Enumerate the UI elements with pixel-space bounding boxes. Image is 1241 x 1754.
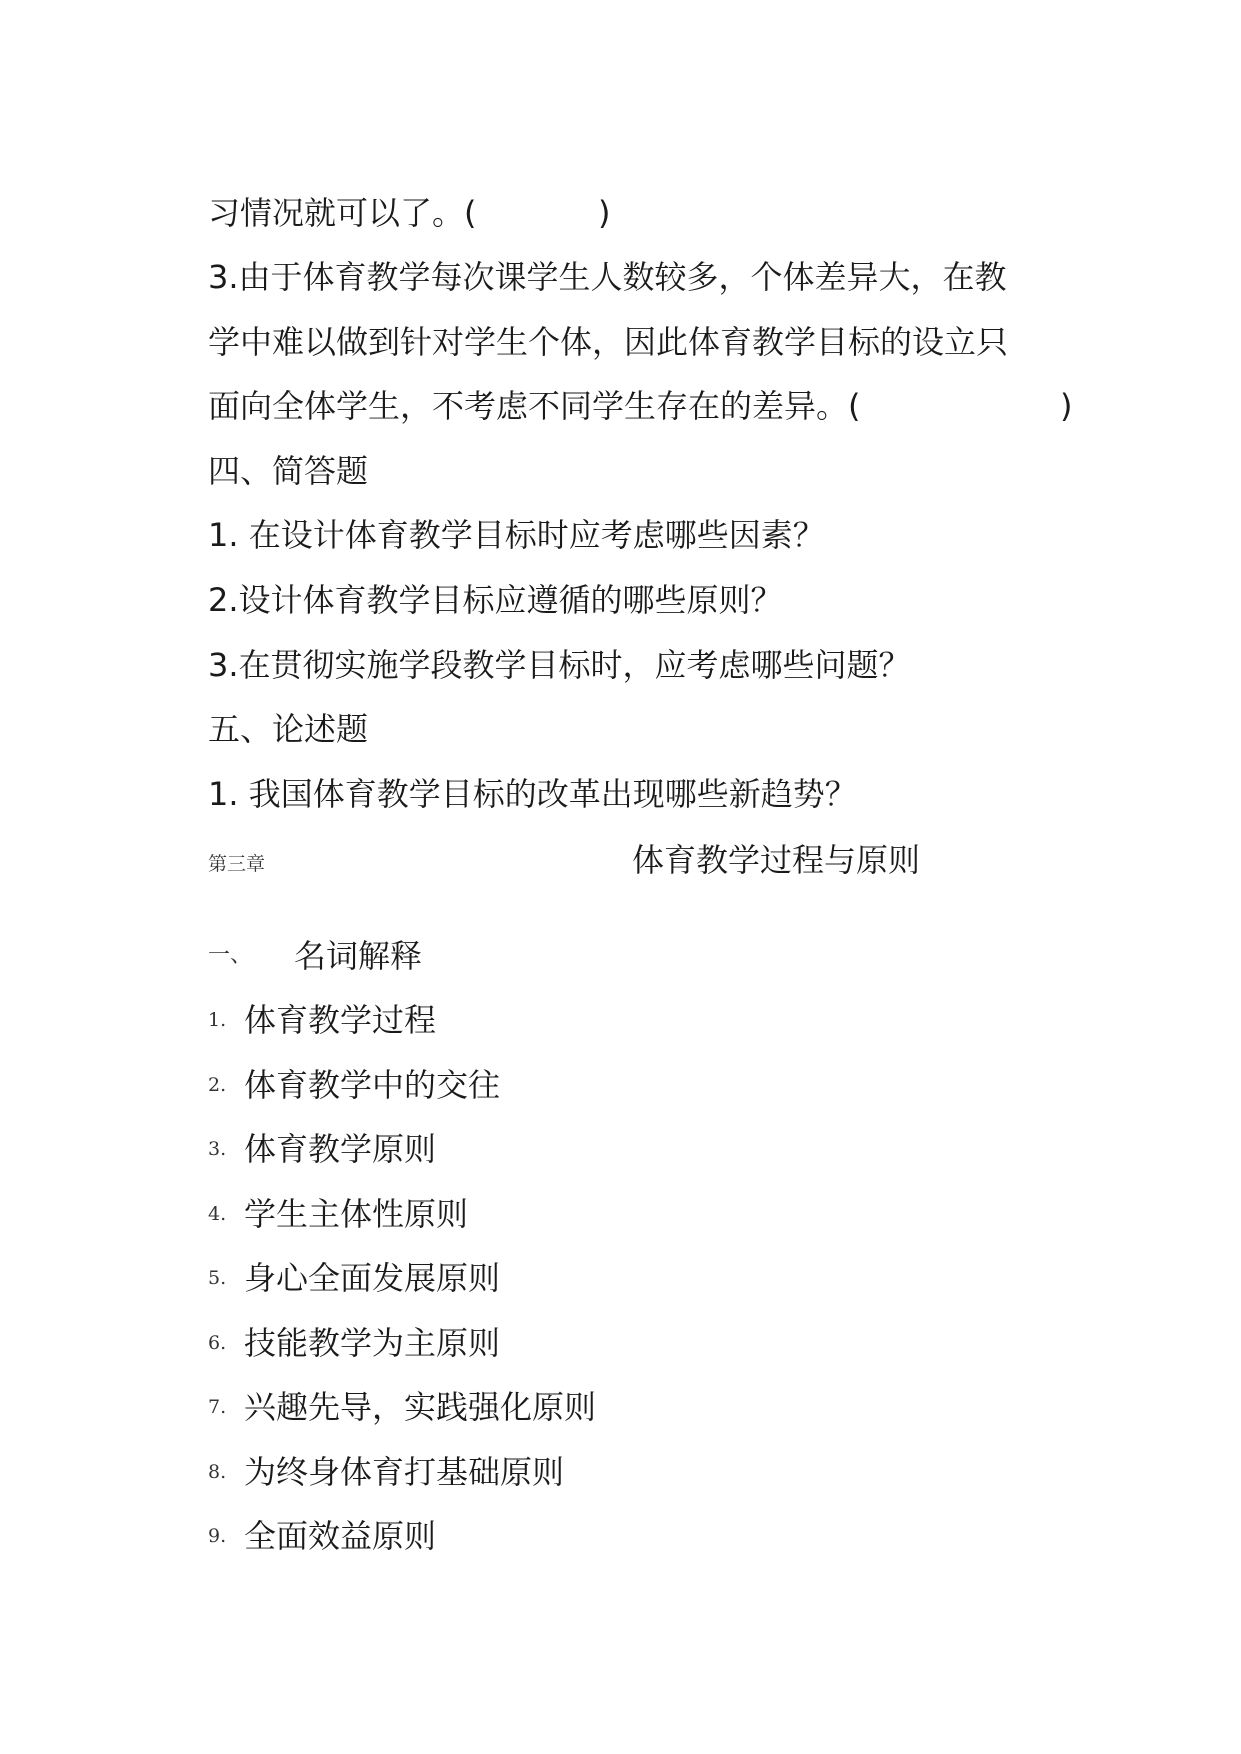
term-number: 5. [208, 1267, 227, 1289]
term-text: 体育教学过程 [244, 1001, 437, 1039]
judgment-item-3-line-2: 学中难以做到针对学生个体，因此体育教学目标的设立只 [208, 323, 1009, 361]
term-number: 1. [208, 1009, 227, 1031]
section-number: 一、 [208, 943, 253, 968]
term-text: 学生主体性原则 [244, 1195, 469, 1233]
essay-question-1: 1. 我国体育教学目标的改革出现哪些新趋势？ [208, 775, 857, 813]
judgment-item-3-text: 面向全体学生，不考虑不同学生存在的差异。( [208, 387, 861, 425]
term-number: 2. [208, 1074, 227, 1096]
judgment-item-2-continuation [208, 193, 611, 233]
section-heading-term-definitions: 名词解释 [294, 937, 423, 975]
section-heading-short-answer: 四、简答题 [208, 452, 369, 490]
term-text: 身心全面发展原则 [244, 1259, 501, 1297]
term-text: 体育教学中的交往 [244, 1066, 501, 1104]
short-answer-question-2: 2.设计体育教学目标应遵循的哪些原则？ [208, 581, 783, 619]
term-number: 6. [208, 1332, 227, 1354]
answer-blank-close: ) [598, 194, 611, 232]
term-text: 技能教学为主原则 [244, 1324, 501, 1362]
term-number: 4. [208, 1203, 227, 1225]
section-heading-essay: 五、论述题 [208, 710, 369, 748]
chapter-title: 体育教学过程与原则 [632, 841, 921, 879]
judgment-item-2-text: 习情况就可以了。( [208, 194, 477, 232]
answer-blank-close: ) [1060, 387, 1073, 425]
term-text: 全面效益原则 [244, 1517, 437, 1555]
term-number: 9. [208, 1525, 227, 1547]
term-number: 7. [208, 1396, 227, 1418]
term-text: 兴趣先导，实践强化原则 [244, 1388, 597, 1426]
chapter-label: 第三章 [208, 853, 266, 875]
judgment-item-3-line-3 [208, 386, 1073, 426]
short-answer-question-1: 1. 在设计体育教学目标时应考虑哪些因素？ [208, 516, 825, 554]
term-number: 8. [208, 1461, 227, 1483]
term-text: 体育教学原则 [244, 1130, 437, 1168]
short-answer-question-3: 3.在贯彻实施学段教学目标时，应考虑哪些问题？ [208, 646, 911, 684]
term-text: 为终身体育打基础原则 [244, 1453, 565, 1491]
judgment-item-3-line-1: 3.由于体育教学每次课学生人数较多，个体差异大，在教 [208, 258, 1007, 296]
term-number: 3. [208, 1138, 227, 1160]
